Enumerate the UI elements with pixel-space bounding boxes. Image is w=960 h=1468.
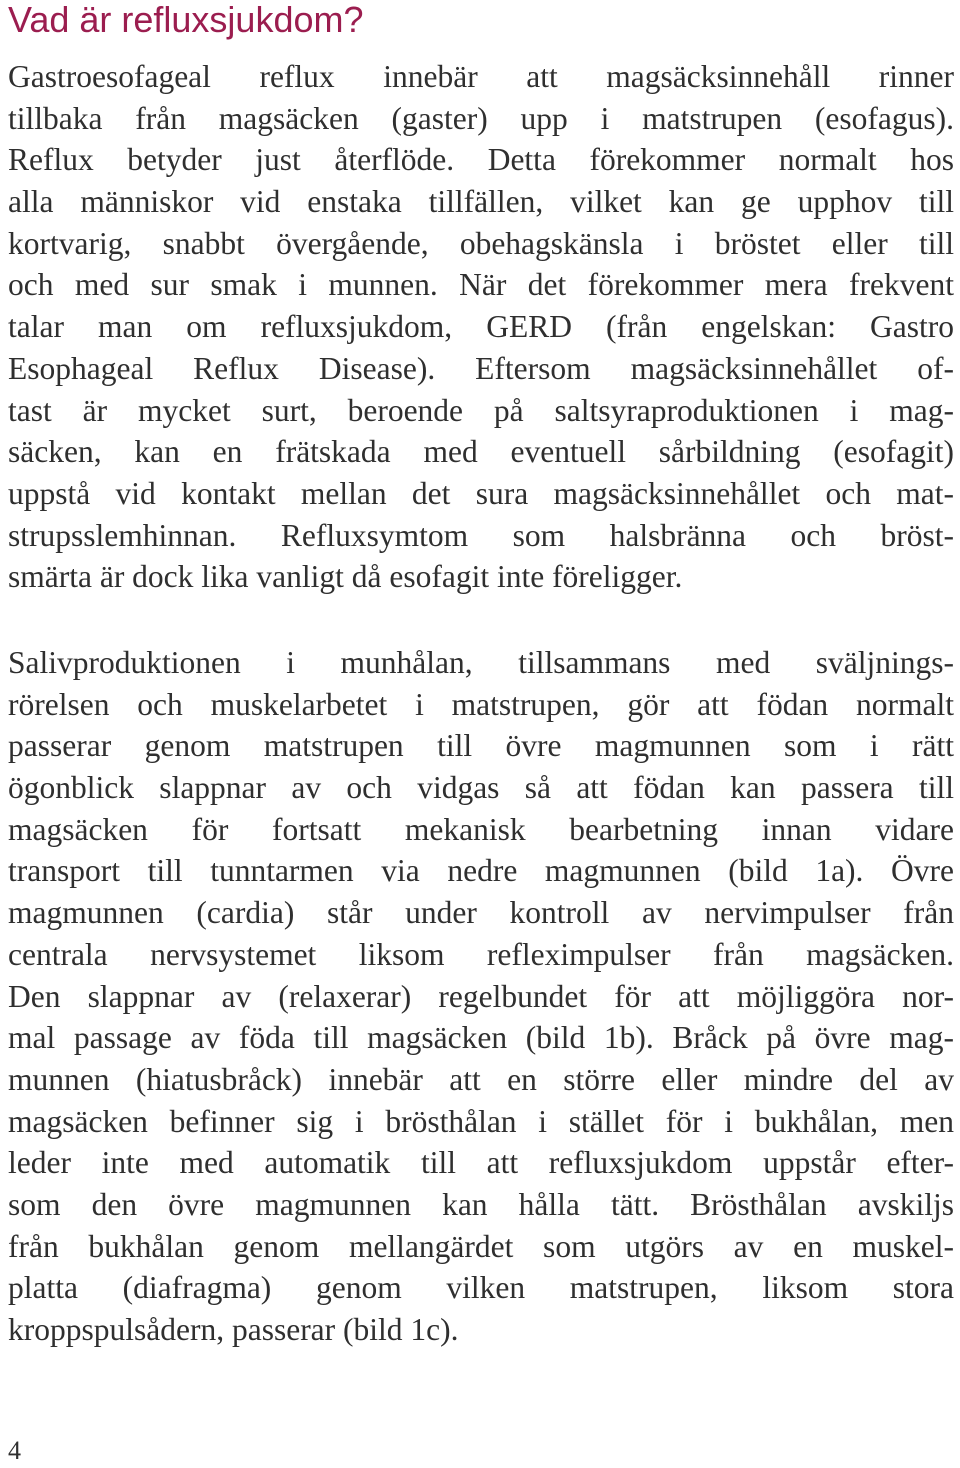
text-line: uppstå vid kontakt mellan det sura magsäcksinnehållet och mat- (8, 475, 954, 511)
text-line: passerar genom matstrupen till övre magmunnen som i rätt (8, 728, 954, 764)
text-line: Gastroesofageal reflux innebär att magsäcksinnehåll rinner (8, 59, 954, 94)
text-line: magmunnen (cardia) står under kontroll av nervimpulser från (8, 895, 954, 931)
text-line: Salivproduktionen i munhålan, tillsammans med sväljnings- (8, 645, 954, 680)
paragraph-physiology (8, 642, 954, 1351)
text-line: talar man om refluxsjukdom, GERD (från engelskan: Gastro (8, 309, 954, 345)
paragraph-intro (8, 56, 954, 598)
text-line: från bukhålan genom mellangärdet som utgörs av en muskel- (8, 1228, 954, 1264)
text-line: rörelsen och muskelarbetet i matstrupen, gör att födan normalt (8, 686, 954, 722)
text-line: tillbaka från magsäcken (gaster) upp i matstrupen (esofagus). (8, 100, 954, 136)
text-line: transport till tunntarmen via nedre magmunnen (bild 1a). Övre (8, 853, 954, 889)
text-line: leder inte med automatik till att refluxsjukdom uppstår efter- (8, 1145, 954, 1181)
text-line: och med sur smak i munnen. När det förekommer mera frekvent (8, 267, 954, 303)
text-line: kroppspulsådern, passerar (bild 1c). (8, 1312, 459, 1347)
text-line: Den slappnar av (relaxerar) regelbundet för att möjliggöra nor- (8, 978, 954, 1014)
page-title: Vad är refluxsjukdom? (8, 0, 364, 40)
text-line: magsäcken befinner sig i brösthålan i stället för i bukhålan, men (8, 1103, 954, 1139)
text-line: munnen (hiatusbråck) innebär att en större eller mindre del av (8, 1061, 954, 1097)
text-line: kortvarig, snabbt övergående, obehagskänsla i bröstet eller till (8, 225, 954, 261)
text-line: alla människor vid enstaka tillfällen, vilket kan ge upphov till (8, 184, 954, 220)
text-line: mal passage av föda till magsäcken (bild 1b). Bråck på övre mag- (8, 1020, 954, 1056)
text-line: Esophageal Reflux Disease). Eftersom magsäcksinnehållet of- (8, 350, 954, 386)
text-line: platta (diafragma) genom vilken matstrupen, liksom stora (8, 1270, 954, 1306)
page-number: 4 (8, 1436, 21, 1465)
text-line: centrala nervsystemet liksom refleximpulser från magsäcken. (8, 936, 954, 972)
text-line: som den övre magmunnen kan hålla tätt. Brösthålan avskiljs (8, 1186, 954, 1222)
text-line: smärta är dock lika vanligt då esofagit inte föreligger. (8, 559, 683, 595)
text-line: tast är mycket surt, beroende på saltsyraproduktionen i mag- (8, 392, 954, 428)
text-line: Reflux betyder just återflöde. Detta förekommer normalt hos (8, 142, 954, 178)
text-line: magsäcken för fortsatt mekanisk bearbetning innan vidare (8, 811, 954, 847)
text-line: strupsslemhinnan. Refluxsymtom som halsbränna och bröst- (8, 517, 954, 553)
text-line: ögonblick slappnar av och vidgas så att födan kan passera till (8, 770, 954, 806)
text-line: säcken, kan en frätskada med eventuell sårbildning (esofagit) (8, 434, 954, 470)
